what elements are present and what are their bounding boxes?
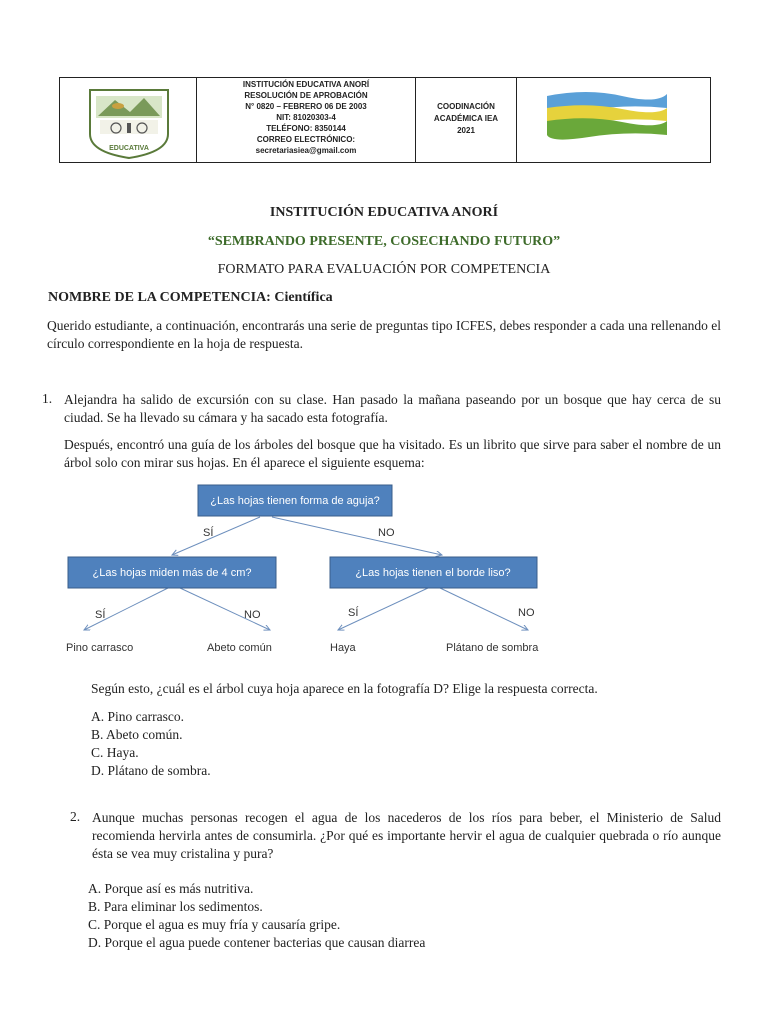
- option-a[interactable]: A. Pino carrasco.: [91, 709, 184, 724]
- edge-no-label: NO: [378, 527, 395, 539]
- question-2-options: [88, 880, 425, 952]
- leaf-pino-carrasco: Pino carrasco: [66, 642, 134, 654]
- institution-title: INSTITUCIÓN EDUCATIVA ANORÍ: [269, 205, 499, 220]
- question-2-text: Aunque muchas personas recogen el agua de los nacederos de los ríos para beber, el Ministerio de Salud recomienda hervirla antes de consumirla. ¿Por qué es importante hervir el agua de cualquier quebrada o río aunque ésta se vea muy cristalina y pura?: [92, 810, 721, 861]
- institution-line: CORREO ELECTRÓNICO:: [256, 135, 356, 144]
- format-title: FORMATO PARA EVALUACIÓN POR COMPETENCIA: [217, 262, 551, 277]
- question-1-prompt: Según esto, ¿cuál es el árbol cuya hoja aparece en la fotografía D? Elige la respuesta correcta.: [91, 681, 598, 696]
- coordination-cell: [416, 78, 517, 162]
- option-c[interactable]: C. Haya.: [91, 745, 139, 760]
- edge-no-label: NO: [518, 607, 535, 619]
- leaf-haya: Haya: [330, 642, 356, 654]
- question-1-number: 1.: [42, 391, 53, 406]
- question-1-text: Alejandra ha salido de excursión con su clase. Han pasado la mañana paseando por un bosque que hay cerca de su ciudad. Se ha llevado su cámara y ha sacado esta fotografía.: [64, 392, 721, 425]
- institution-line: RESOLUCIÓN DE APROBACIÓN: [244, 91, 368, 100]
- left-node-label: ¿Las hojas miden más de 4 cm?: [92, 567, 252, 579]
- edge-yes-label: SÍ: [203, 527, 214, 539]
- connector: [272, 517, 442, 555]
- institution-line: TELÉFONO: 8350144: [266, 124, 346, 133]
- flag-cell: [517, 78, 710, 162]
- option-c[interactable]: C. Porque el agua es muy fría y causaría gripe.: [88, 917, 341, 932]
- leaf-abeto-comun: Abeto común: [207, 642, 272, 654]
- option-d[interactable]: D. Plátano de sombra.: [91, 763, 211, 778]
- flag-icon: [517, 78, 710, 162]
- connector: [172, 517, 260, 555]
- decision-tree-diagram: [60, 480, 560, 665]
- question-2-number: 2.: [70, 809, 81, 824]
- coordination-line: COODINACIÓN: [437, 102, 495, 111]
- option-b[interactable]: B. Abeto común.: [91, 727, 183, 742]
- institution-line: NIT: 81020303-4: [276, 113, 336, 122]
- edge-yes-label: SÍ: [348, 607, 359, 619]
- right-node-label: ¿Las hojas tienen el borde liso?: [355, 567, 511, 579]
- question-1-options: [91, 708, 211, 780]
- coordination-year: 2021: [457, 126, 475, 135]
- motto: “SEMBRANDO PRESENTE, COSECHANDO FUTURO”: [207, 234, 561, 249]
- school-logo-cell: [60, 78, 197, 162]
- institution-email: secretariasiea@gmail.com: [255, 146, 357, 155]
- coordination-line: ACADÉMICA IEA: [433, 114, 499, 123]
- competence-name: NOMBRE DE LA COMPETENCIA: Científica: [48, 290, 333, 305]
- question-1-guide-text: Después, encontró una guía de los árboles del bosque que ha visitado. Es un librito que sirve para saber el nombre de un árbol solo con mirar sus hojas. En él aparece el siguiente esquema:: [64, 437, 721, 470]
- institution-line: N° 0820 – FEBRERO 06 DE 2003: [245, 102, 367, 111]
- institution-info-cell: [197, 78, 416, 162]
- edge-no-label: NO: [244, 609, 261, 621]
- intro-paragraph: Querido estudiante, a continuación, encontrarás una serie de preguntas tipo ICFES, debes responder a cada una rellenando el círculo correspondiente en la hoja de respuesta.: [47, 318, 721, 351]
- edge-yes-label: SÍ: [95, 609, 106, 621]
- header-table: [59, 77, 711, 163]
- school-crest-icon: [60, 78, 196, 162]
- option-d[interactable]: D. Porque el agua puede contener bacterias que causan diarrea: [88, 935, 426, 950]
- root-node-label: ¿Las hojas tienen forma de aguja?: [210, 495, 380, 507]
- logo-text: EDUCATIVA: [109, 145, 149, 152]
- connector: [440, 588, 528, 630]
- option-b[interactable]: B. Para eliminar los sedimentos.: [88, 899, 263, 914]
- option-a[interactable]: A. Porque así es más nutritiva.: [88, 881, 254, 896]
- leaf-platano-de-sombra: Plátano de sombra: [446, 642, 539, 654]
- institution-line: INSTITUCIÓN EDUCATIVA ANORÍ: [242, 80, 370, 89]
